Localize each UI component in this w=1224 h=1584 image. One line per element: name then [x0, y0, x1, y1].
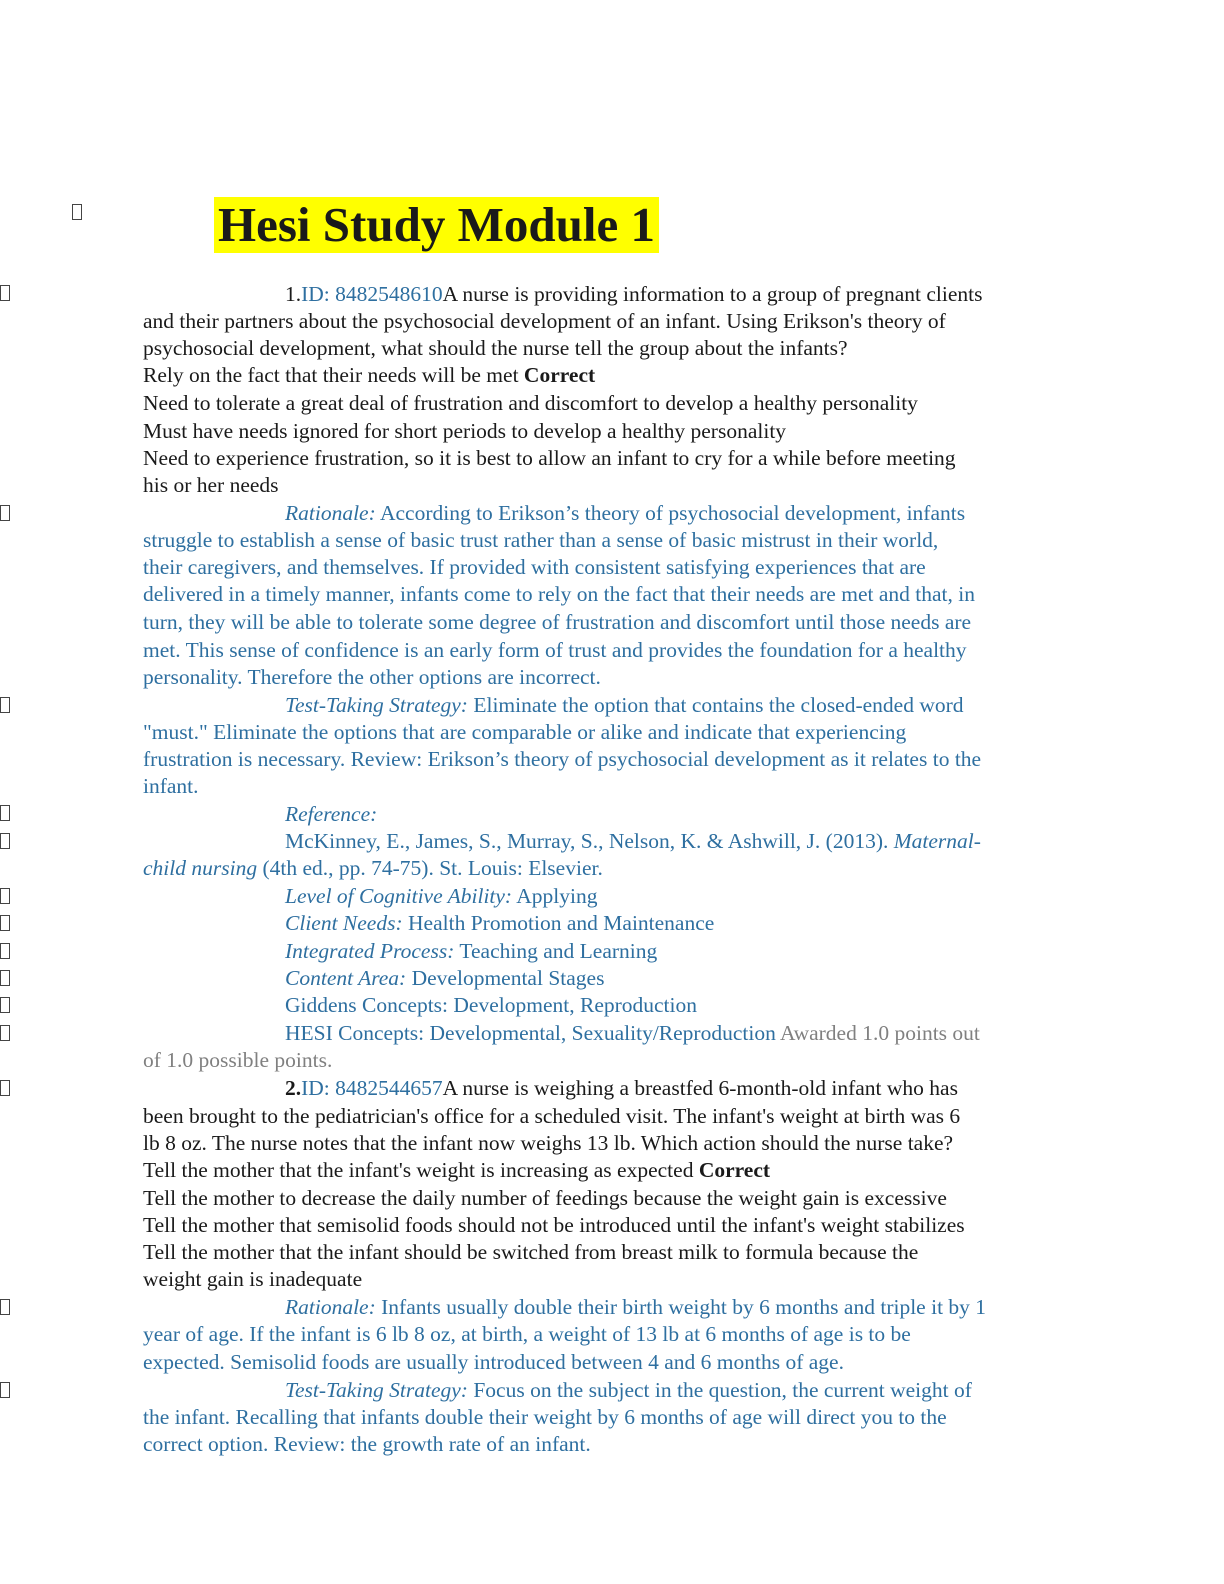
- bullet-glyph-icon: [0, 805, 10, 821]
- meta-label: Client Needs:: [285, 911, 403, 935]
- bullet-glyph-icon: [0, 970, 10, 986]
- bullet-glyph-icon: [0, 943, 10, 959]
- question-id: ID: 8482548610: [301, 282, 443, 306]
- rationale-cont: delivered in a timely manner, infants come to rely on the fact that their needs are met and that, in: [143, 582, 975, 606]
- bullet-glyph-icon: [0, 1080, 10, 1096]
- cognitive-level: [285, 883, 1224, 910]
- strategy-label: Test-Taking Strategy:: [285, 1378, 468, 1402]
- giddens-concepts: Giddens Concepts: Development, Reproduction: [285, 993, 698, 1017]
- question-2-stem-cont: been brought to the pediatrician's office for a scheduled visit. The infant's weight at birth was 6: [143, 1104, 961, 1128]
- rationale-cont: their caregivers, and themselves. If provided with consistent satisfying experiences that are: [143, 555, 926, 579]
- test-taking-strategy: [285, 1377, 1224, 1404]
- rationale-cont: expected. Semisolid foods are usually introduced between 4 and 6 months of age.: [143, 1350, 844, 1374]
- strategy-cont: the infant. Recalling that infants double their weight by 6 months of age will direct you to the: [143, 1405, 947, 1429]
- stem-text: A nurse is providing information to a group of pregnant clients: [442, 282, 983, 306]
- strategy-cont: correct option. Review: the growth rate of an infant.: [143, 1432, 591, 1456]
- bullet-glyph-icon: [0, 1299, 10, 1315]
- strategy-label: Test-Taking Strategy:: [285, 693, 468, 717]
- question-2-stem-cont: lb 8 oz. The nurse notes that the infant now weighs 13 lb. Which action should the nurse take?: [143, 1131, 954, 1155]
- question-1-stem-cont: and their partners about the psychosocial development of an infant. Using Erikson's theory of: [143, 309, 946, 333]
- page-title: Hesi Study Module 1: [214, 197, 659, 253]
- hesi-concepts-text: HESI Concepts: Developmental, Sexuality/Reproduction: [285, 1021, 776, 1045]
- rationale: [285, 500, 1224, 527]
- citation-title: child nursing: [143, 856, 258, 880]
- answer-option: Tell the mother that the infant should be switched from breast milk to formula because the: [143, 1240, 919, 1264]
- citation-text: McKinney, E., James, S., Murray, S., Nelson, K. & Ashwill, J. (2013).: [285, 829, 894, 853]
- answer-option: Must have needs ignored for short periods to develop a healthy personality: [143, 419, 787, 443]
- answer-option: Need to tolerate a great deal of frustration and discomfort to develop a healthy personality: [143, 391, 918, 415]
- answer-option: Tell the mother to decrease the daily number of feedings because the weight gain is excessive: [143, 1186, 947, 1210]
- answer-option-cont: weight gain is inadequate: [143, 1267, 363, 1291]
- answer-option: Need to experience frustration, so it is best to allow an infant to cry for a while before meeting: [143, 446, 956, 470]
- strategy-cont: infant.: [143, 774, 199, 798]
- bullet-glyph-icon: [0, 997, 10, 1013]
- rationale-label: Rationale:: [285, 501, 376, 525]
- content-area: [285, 965, 1224, 992]
- citation-text: (4th ed., pp. 74-75). St. Louis: Elsevier.: [257, 856, 603, 880]
- awarded-points-cont: of 1.0 possible points.: [143, 1048, 333, 1072]
- answer-option-cont: his or her needs: [143, 473, 279, 497]
- question-2-stem: [285, 1075, 1224, 1102]
- meta-label: Integrated Process:: [285, 939, 455, 963]
- meta-label: Level of Cognitive Ability:: [285, 884, 513, 908]
- reference-citation-cont: [143, 855, 1103, 882]
- rationale-cont: turn, they will be able to tolerate some degree of frustration and discomfort until those needs are: [143, 610, 972, 634]
- rationale-text: According to Erikson’s theory of psychosocial development, infants: [375, 501, 966, 525]
- question-id: ID: 8482544657: [301, 1076, 443, 1100]
- option-text: Tell the mother that the infant's weight is increasing as expected: [143, 1158, 699, 1182]
- meta-value: Teaching and Learning: [454, 939, 658, 963]
- reference-citation: [285, 828, 1224, 855]
- meta-value: Developmental Stages: [406, 966, 605, 990]
- meta-value: Applying: [512, 884, 598, 908]
- strategy-cont: frustration is necessary. Review: Erikson’s theory of psychosocial development as it relates to the: [143, 747, 982, 771]
- bullet-glyph-icon: [0, 1025, 10, 1041]
- correct-label: Correct: [698, 1158, 771, 1182]
- rationale-label: Rationale:: [285, 1295, 376, 1319]
- test-taking-strategy: [285, 692, 1224, 719]
- bullet-glyph-icon: [0, 697, 10, 713]
- bullet-glyph-icon: [72, 204, 82, 220]
- awarded-points: Awarded 1.0 points out: [775, 1021, 980, 1045]
- reference-label: Reference:: [285, 802, 378, 826]
- rationale-cont: personality. Therefore the other options are incorrect.: [143, 665, 601, 689]
- bullet-glyph-icon: [0, 888, 10, 904]
- hesi-concepts: [285, 1020, 1224, 1047]
- client-needs: [285, 910, 1224, 937]
- question-1-stem: [285, 281, 1224, 308]
- question-1-stem-cont: psychosocial development, what should the nurse tell the group about the infants?: [143, 336, 848, 360]
- strategy-text: Focus on the subject in the question, the current weight of: [467, 1378, 972, 1402]
- question-number: 2.: [285, 1076, 302, 1100]
- strategy-cont: "must." Eliminate the options that are comparable or alike and indicate that experiencing: [143, 720, 907, 744]
- bullet-glyph-icon: [0, 285, 10, 301]
- meta-label: Content Area:: [285, 966, 407, 990]
- answer-option-correct: [143, 1157, 1103, 1184]
- meta-value: Health Promotion and Maintenance: [402, 911, 715, 935]
- option-text: Rely on the fact that their needs will be met: [143, 363, 524, 387]
- rationale-text: Infants usually double their birth weight by 6 months and triple it by 1: [375, 1295, 987, 1319]
- bullet-glyph-icon: [0, 1382, 10, 1398]
- strategy-text: Eliminate the option that contains the closed-ended word: [467, 693, 964, 717]
- rationale-cont: met. This sense of confidence is an early form of trust and provides the foundation for a healthy: [143, 638, 967, 662]
- bullet-glyph-icon: [0, 915, 10, 931]
- stem-text: A nurse is weighing a breastfed 6-month-old infant who has: [442, 1076, 958, 1100]
- bullet-glyph-icon: [0, 505, 10, 521]
- rationale: [285, 1294, 1224, 1321]
- correct-label: Correct: [523, 363, 596, 387]
- bullet-glyph-icon: [0, 833, 10, 849]
- rationale-cont: struggle to establish a sense of basic trust rather than a sense of basic mistrust in their world,: [143, 528, 939, 552]
- citation-title: Maternal-: [893, 829, 981, 853]
- question-number: 1.: [285, 282, 302, 306]
- answer-option: Tell the mother that semisolid foods should not be introduced until the infant's weight stabilizes: [143, 1213, 965, 1237]
- answer-option-correct: [143, 362, 1103, 389]
- integrated-process: [285, 938, 1224, 965]
- rationale-cont: year of age. If the infant is 6 lb 8 oz, at birth, a weight of 13 lb at 6 months of age is to be: [143, 1322, 911, 1346]
